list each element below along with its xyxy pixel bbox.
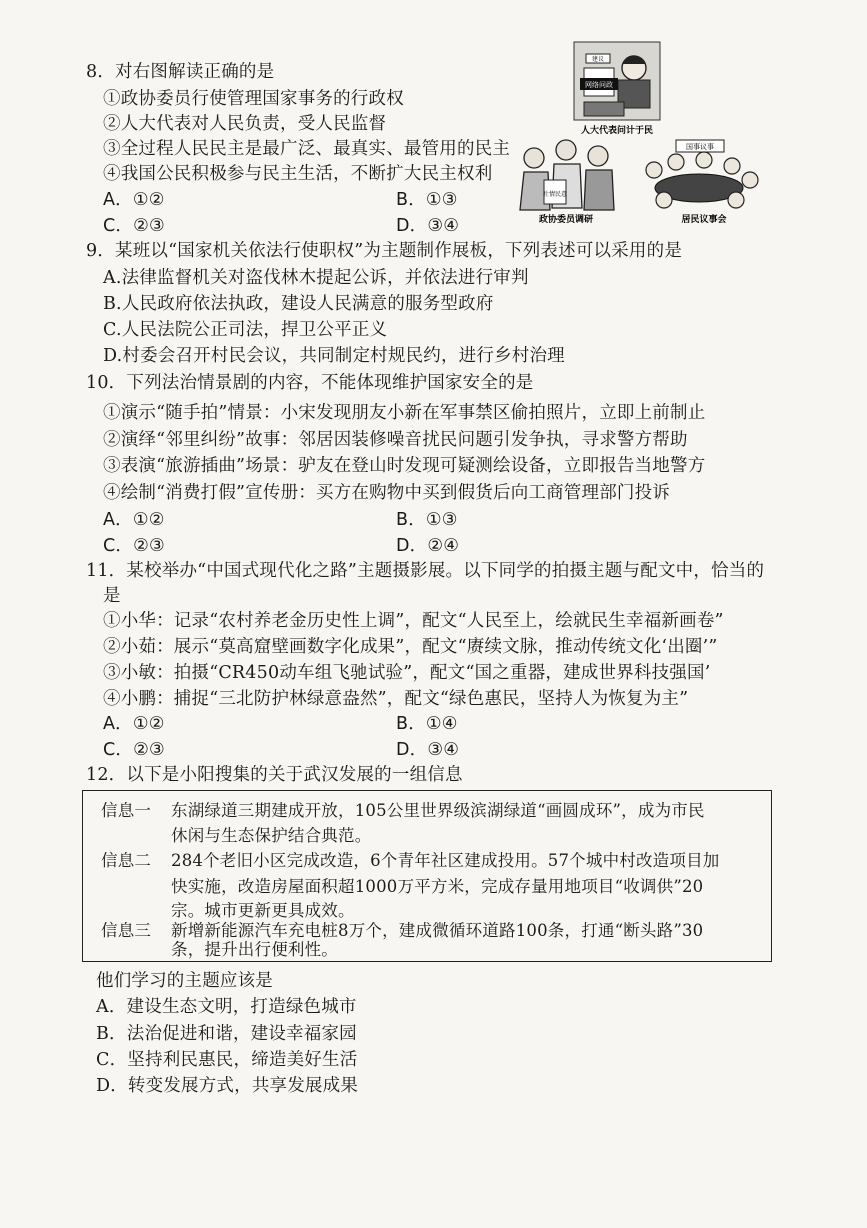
q8-stem: 8．对右图解读正确的是: [86, 62, 275, 82]
q12-option-a[interactable]: A．建设生态文明，打造绿色城市: [96, 997, 357, 1017]
sign-sheqing: 社情民意: [542, 191, 568, 198]
q10-item-4: ④绘制“消费打假”宣传册：买方在购物中买到假货后向工商管理部门投诉: [103, 483, 670, 503]
q10-item-1: ①演示“随手拍”情景：小宋发现朋友小新在军事禁区偷拍照片，立即上前制止: [103, 403, 706, 423]
q11-option-a[interactable]: A．①②: [103, 714, 165, 734]
q10-stem: 10．下列法治情景剧的内容，不能体现维护国家安全的是: [86, 373, 534, 393]
q10-option-a[interactable]: A．①②: [103, 510, 165, 530]
info-2-label: 信息二: [101, 851, 152, 870]
info-2-line-3: 宗。城市更新更具成效。: [171, 901, 355, 920]
sign-guoshi: 国事议事: [686, 143, 714, 151]
q12-question: 他们学习的主题应该是: [96, 971, 273, 991]
info-2-line-2: 快实施，改造房屋面积超1000万平方米，完成存量用地项目“收调供”20: [171, 877, 704, 896]
info-2-line-1: 284个老旧小区完成改造，6个青年社区建成投用。57个城中村改造项目加: [171, 851, 720, 870]
sign-wangluo: 网络问政: [585, 81, 613, 89]
q10-option-b[interactable]: B．①③: [396, 510, 458, 530]
q8-option-a[interactable]: A．①②: [103, 190, 165, 210]
info-1-line-2: 休闲与生态保护结合典范。: [171, 826, 372, 845]
q12-option-d[interactable]: D．转变发展方式，共享发展成果: [96, 1076, 359, 1096]
q12-option-c[interactable]: C．坚持利民惠民，缔造美好生活: [96, 1050, 358, 1070]
q10-item-2: ②演绎“邻里纠纷”故事：邻居因装修噪音扰民问题引发争执，寻求警方帮助: [103, 430, 688, 450]
q12-option-b[interactable]: B．法治促进和谐，建设幸福家园: [96, 1024, 357, 1044]
q8-item-3: ③全过程人民民主是最广泛、最真实、最管用的民主: [103, 139, 511, 159]
info-3-line-1: 新增新能源汽车充电桩8万个，建成微循环道路100条，打通“断头路”30: [171, 921, 704, 940]
q9-option-a[interactable]: A.法律监督机关对盗伐林木提起公诉，并依法进行审判: [103, 268, 529, 288]
q11-item-2: ②小茹：展示“莫高窟壁画数字化成果”，配文“赓续文脉，推动传统文化‘出圈’”: [103, 637, 718, 657]
q8-item-2: ②人大代表对人民负责，受人民监督: [103, 114, 387, 134]
q11-option-d[interactable]: D．③④: [396, 740, 460, 760]
q12-stem: 12．以下是小阳搜集的关于武汉发展的一组信息: [86, 765, 463, 785]
q11-item-4: ④小鹏：捕捉“三北防护林绿意盎然”，配文“绿色惠民，坚持人为恢复为主”: [103, 689, 689, 709]
q8-option-b[interactable]: B．①③: [396, 190, 458, 210]
q11-stem-cont: 是: [103, 586, 121, 606]
q11-item-1: ①小华：记录“农村养老金历史性上调”，配文“人民至上，绘就民生幸福新画卷”: [103, 611, 724, 631]
info-1-line-1: 东湖绿道三期建成开放，105公里世界级滨湖绿道“画圆成环”，成为市民: [171, 801, 705, 820]
q10-option-c[interactable]: C．②③: [103, 536, 165, 556]
q11-stem: 11．某校举办“中国式现代化之路”主题摄影展。以下同学的拍摄主题与配文中，恰当的: [86, 561, 765, 581]
q9-stem: 9．某班以“国家机关依法行使职权”为主题制作展板，下列表述可以采用的是: [86, 241, 683, 261]
q8-option-d[interactable]: D．③④: [396, 216, 460, 236]
q9-option-b[interactable]: B.人民政府依法执政，建设人民满意的服务型政府: [103, 294, 494, 314]
caption-cppcc: 政协委员调研: [538, 215, 594, 225]
q11-item-3: ③小敏：拍摄“CR450动车组飞驰试验”，配文“国之重器，建成世界科技强国’: [103, 663, 711, 683]
cartoon-figure: [514, 40, 762, 225]
democracy-illustration: [514, 40, 762, 225]
info-1-label: 信息一: [101, 801, 152, 820]
q9-option-d[interactable]: D.村委会召开村民会议，共同制定村规民约，进行乡村治理: [103, 346, 565, 366]
q11-option-b[interactable]: B．①④: [396, 714, 458, 734]
info-3-label: 信息三: [101, 921, 152, 940]
q10-item-3: ③表演“旅游插曲”场景：驴友在登山时发现可疑测绘设备，立即报告当地警方: [103, 456, 706, 476]
q10-option-d[interactable]: D．②④: [396, 536, 460, 556]
caption-residents: 居民议事会: [681, 215, 727, 225]
q8-item-1: ①政协委员行使管理国家事务的行政权: [103, 89, 404, 109]
sign-jianyi: 建议: [591, 56, 605, 63]
q8-item-4: ④我国公民积极参与民主生活，不断扩大民主权利: [103, 164, 493, 184]
q8-option-c[interactable]: C．②③: [103, 216, 165, 236]
info-box: [82, 790, 772, 962]
caption-deputy: 人大代表问计于民: [580, 126, 654, 136]
info-3-line-2: 条，提升出行便利性。: [171, 940, 338, 959]
q9-option-c[interactable]: C.人民法院公正司法，捍卫公平正义: [103, 320, 388, 340]
q11-option-c[interactable]: C．②③: [103, 740, 165, 760]
